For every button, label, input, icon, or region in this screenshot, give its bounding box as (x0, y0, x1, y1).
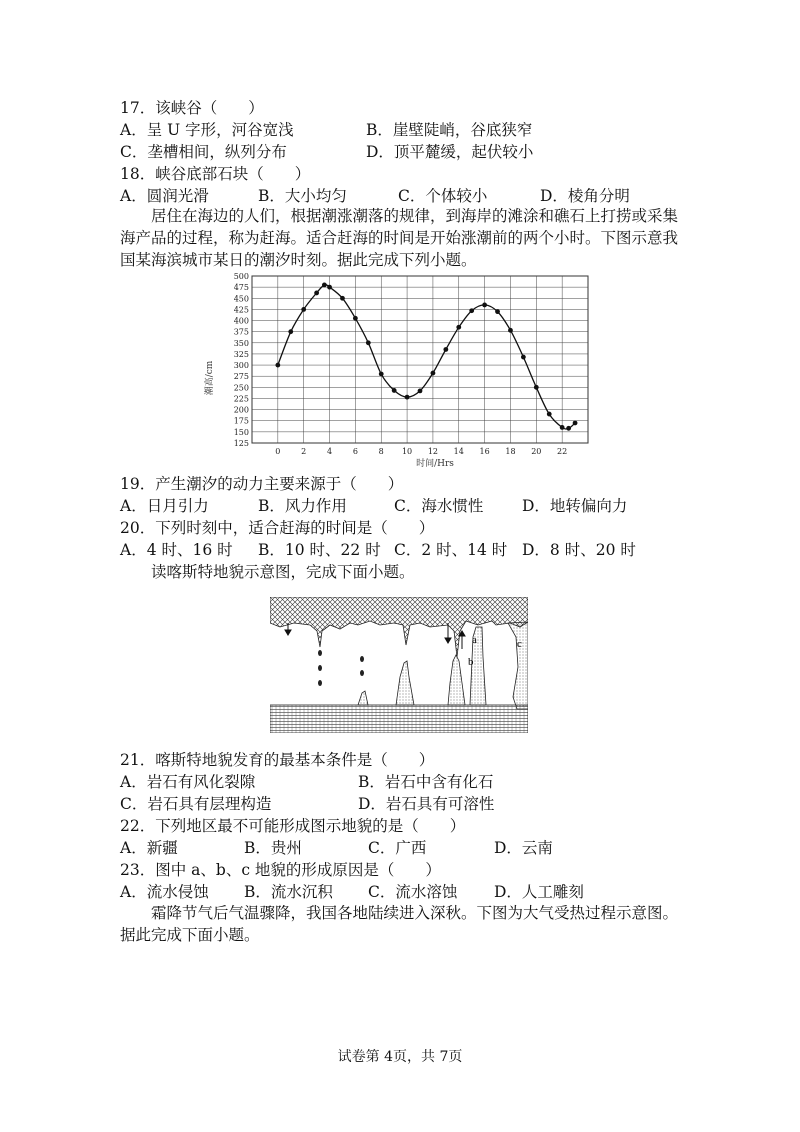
y-tick-label: 225 (233, 394, 249, 404)
tide-data-point (322, 283, 327, 288)
tide-data-point (275, 363, 280, 368)
tide-data-point (327, 285, 332, 290)
tide-data-point (560, 425, 565, 430)
q21-stem: 21．喀斯特地貌发育的最基本条件是（ ） (120, 751, 435, 769)
x-tick-label: 20 (531, 447, 542, 456)
tide-data-point (288, 329, 293, 334)
q20-option-a: A．4 时、16 时 (120, 541, 233, 559)
tide-data-point (314, 291, 319, 296)
y-tick-label: 425 (233, 305, 249, 315)
q17-option-b: B．崖壁陡峭，谷底狭窄 (366, 121, 533, 139)
tide-data-point (379, 372, 384, 377)
tide-data-point (547, 412, 552, 417)
q17-option-a: A．呈 U 字形，河谷宽浅 (120, 121, 294, 139)
q22-option-d: D．云南 (494, 839, 553, 857)
plot-frame (252, 276, 588, 443)
tide-data-point (353, 316, 358, 321)
water-drops (318, 650, 364, 686)
x-tick-label: 14 (453, 447, 464, 456)
page-footer: 试卷第 4页，共 7页 (337, 1049, 463, 1065)
y-tick-label: 325 (233, 349, 249, 359)
tide-data-point (301, 307, 306, 312)
x-tick-label: 18 (505, 447, 516, 456)
q17-option-d: D．顶平麓缓，起伏较小 (366, 143, 534, 161)
tide-curve (278, 285, 575, 430)
q23-option-d: D．人工雕刻 (494, 883, 584, 901)
q21-option-b: B．岩石中含有化石 (358, 773, 494, 791)
tide-data-point (534, 385, 539, 390)
q20-option-b: B．10 时、22 时 (258, 541, 381, 559)
tide-data-point (482, 303, 487, 308)
q21-option-a: A．岩石有风化裂隙 (120, 773, 256, 791)
q22-option-a: A．新疆 (120, 839, 178, 857)
y-axis-ticks (234, 272, 249, 448)
y-tick-label: 125 (233, 439, 249, 448)
x-tick-label: 4 (326, 447, 333, 456)
y-tick-label: 175 (233, 416, 249, 426)
y-tick-label: 450 (233, 294, 249, 304)
tide-data-point (431, 371, 436, 376)
q18-option-a: A．圆润光滑 (120, 187, 209, 205)
q21-option-c: C．岩石具有层理构造 (120, 795, 272, 813)
x-tick-label: 2 (301, 447, 307, 456)
tide-data-point (521, 355, 526, 360)
cave-floor (270, 705, 528, 733)
q18-stem: 18．峡谷底部石块（ ） (120, 165, 311, 183)
y-tick-label: 400 (233, 316, 249, 326)
x-tick-label: 0 (275, 447, 281, 456)
q19-option-b: B．风力作用 (258, 497, 347, 515)
y-tick-label: 275 (233, 372, 249, 382)
y-tick-label: 250 (233, 383, 249, 393)
tide-intro-paragraph: 居住在海边的人们，根据潮涨潮落的规律，到海岸的滩涂和礁石上打捞或采集海产品的过程，称为赶海。适合赶海的时间是开始涨潮前的两个小时。下图示意我国某海滨城市某日的潮汐时刻。据此完成下列小题。 (120, 207, 679, 269)
label-b: b (468, 656, 474, 668)
q17-stem: 17．该峡谷（ ） (120, 99, 264, 117)
q20-option-c: C．2 时、14 时 (394, 541, 508, 559)
x-tick-label: 16 (479, 447, 490, 456)
column-1 (396, 661, 414, 705)
x-tick-label: 6 (352, 447, 358, 456)
x-tick-label: 12 (427, 447, 439, 456)
q18-option-c: C．个体较小 (398, 187, 488, 205)
karst-intro: 读喀斯特地貌示意图，完成下面小题。 (151, 563, 415, 581)
y-tick-label: 500 (233, 272, 249, 281)
q20-option-d: D．8 时、20 时 (522, 541, 636, 559)
frost-intro-paragraph: 霜降节气后气温骤降，我国各地陆续进入深秋。下图为大气受热过程示意图。据此完成下面小题。 (120, 904, 679, 944)
tide-data-point (392, 388, 397, 393)
tide-data-point (566, 426, 571, 431)
y-tick-label: 350 (233, 338, 249, 348)
y-tick-label: 150 (233, 427, 249, 437)
label-c: c (517, 638, 522, 650)
y-tick-label: 375 (233, 327, 249, 337)
cave-wall-c (508, 622, 528, 709)
tide-data-point (418, 388, 423, 393)
q22-stem: 22．下列地区最不可能形成图示地貌的是（ ） (120, 817, 466, 835)
tide-data-point (340, 296, 345, 301)
q23-stem: 23．图中 a、b、c 地貌的形成原因是（ ） (120, 861, 441, 879)
karst-diagram (270, 597, 528, 733)
tide-data-point (469, 308, 474, 313)
x-axis-ticks (275, 447, 567, 456)
cave-ceiling (270, 597, 528, 657)
tide-data-point (443, 347, 448, 352)
x-tick-label: 10 (401, 447, 413, 456)
y-axis-label: 潮高/cm (205, 360, 215, 396)
y-tick-label: 200 (233, 405, 249, 415)
q22-option-b: B．贵州 (244, 839, 302, 857)
tide-data-point (495, 309, 500, 314)
y-tick-label: 300 (233, 361, 249, 371)
q18-option-d: D．棱角分明 (540, 187, 630, 205)
x-tick-label: 8 (378, 447, 384, 456)
stalagmite-small (358, 691, 368, 705)
tide-chart (200, 268, 600, 472)
tide-data-point (456, 325, 461, 330)
q19-stem: 19．产生潮汐的动力主要来源于（ ） (120, 475, 404, 493)
q19-option-a: A．日月引力 (120, 497, 209, 515)
q23-option-c: C．流水溶蚀 (368, 883, 458, 901)
y-tick-label: 475 (233, 283, 249, 293)
tide-data-point (573, 421, 578, 426)
tide-data-point (508, 328, 513, 333)
q19-option-c: C．海水惯性 (394, 497, 484, 515)
q23-option-b: B．流水沉积 (244, 883, 333, 901)
q19-option-d: D．地转偏向力 (522, 497, 628, 515)
q17-option-c: C．垄槽相间，纵列分布 (120, 143, 287, 161)
x-axis-label: 时间/Hrs (416, 459, 454, 469)
tide-data-point (366, 340, 371, 345)
q23-option-a: A．流水侵蚀 (120, 883, 209, 901)
stalagmite-b (448, 655, 465, 705)
tide-data-point (405, 395, 410, 400)
q22-option-c: C．广西 (368, 839, 427, 857)
chart-grid (252, 276, 588, 443)
label-a: a (472, 634, 477, 646)
tide-points (275, 283, 577, 431)
q18-option-b: B．大小均匀 (258, 187, 347, 205)
x-tick-label: 22 (557, 447, 568, 456)
q21-option-d: D．岩石具有可溶性 (358, 795, 495, 813)
q20-stem: 20．下列时刻中，适合赶海的时间是（ ） (120, 519, 435, 537)
